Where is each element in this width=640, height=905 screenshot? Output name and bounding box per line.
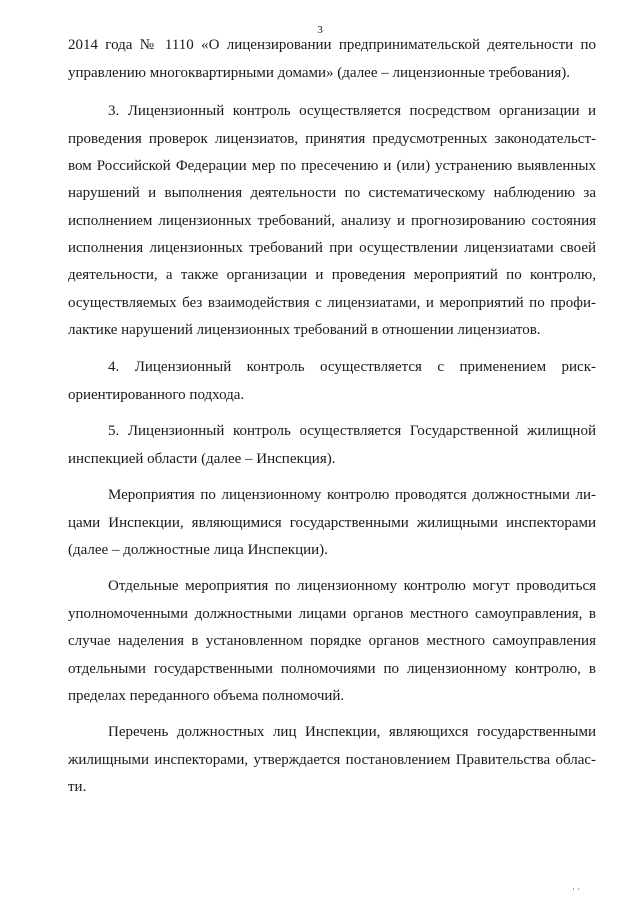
text-line: исполнением лицензионных требований, анализу и прогнозированию состояния — [68, 213, 596, 229]
text-line: осуществляемых без взаимодействия с лицензиатами, и мероприятий по профи- — [68, 295, 596, 311]
text-line: 2014 года № 1110 «О лицензировании предпринимательской деятельности по — [68, 37, 596, 53]
text-line: случае наделения в установленном порядке органов местного самоуправления — [68, 633, 596, 649]
text-line: (далее – должностные лица Инспекции). — [68, 542, 328, 558]
text-line: 5. Лицензионный контроль осуществляется Государственной жилищной — [108, 423, 596, 439]
text-line: ориентированного подхода. — [68, 387, 245, 403]
page-number: 3 — [317, 24, 323, 36]
text-line: Перечень должностных лиц Инспекции, являющихся государственными — [108, 724, 596, 740]
text-line: управлению многоквартирными домами» (далее – лицензионные требования). — [68, 65, 570, 81]
text-line: лактике нарушений лицензионных требований в отношении лицензиатов. — [68, 322, 541, 338]
text-line: Отдельные мероприятия по лицензионному контролю могут проводиться — [108, 578, 596, 594]
text-line: пределах переданного объема полномочий. — [68, 688, 345, 704]
text-line: Мероприятия по лицензионному контролю проводятся должностными ли- — [108, 487, 596, 503]
text-line: отдельными государственными полномочиями по лицензионному контролю, в — [68, 661, 596, 677]
text-line: ти. — [68, 779, 87, 795]
text-line: проведения проверок лицензиатов, принятия предусмотренных законодательст- — [68, 131, 596, 147]
text-line: инспекцией области (далее – Инспекция). — [68, 451, 336, 467]
text-line: деятельности, а также организации и проведения мероприятий по контролю, — [68, 267, 596, 283]
text-line: исполнения лицензионных требований при осуществлении лицензиатами своей — [68, 240, 596, 256]
corner-mark: · · — [572, 884, 581, 894]
text-line: жилищными инспекторами, утверждается постановлением Правительства облас- — [68, 752, 596, 768]
text-line: 3. Лицензионный контроль осуществляется посредством организации и — [108, 103, 596, 119]
text-line: цами Инспекции, являющимися государственными жилищными инспекторами — [68, 515, 596, 531]
text-line: нарушений и выполнения деятельности по систематическому наблюдению за — [68, 185, 596, 201]
text-line: 4. Лицензионный контроль осуществляется с применением риск- — [108, 359, 596, 375]
text-line: уполномоченными должностными лицами органов местного самоуправления, в — [68, 606, 596, 622]
text-line: вом Российской Федерации мер по пресечению и (или) устранению выявленных — [68, 158, 596, 174]
